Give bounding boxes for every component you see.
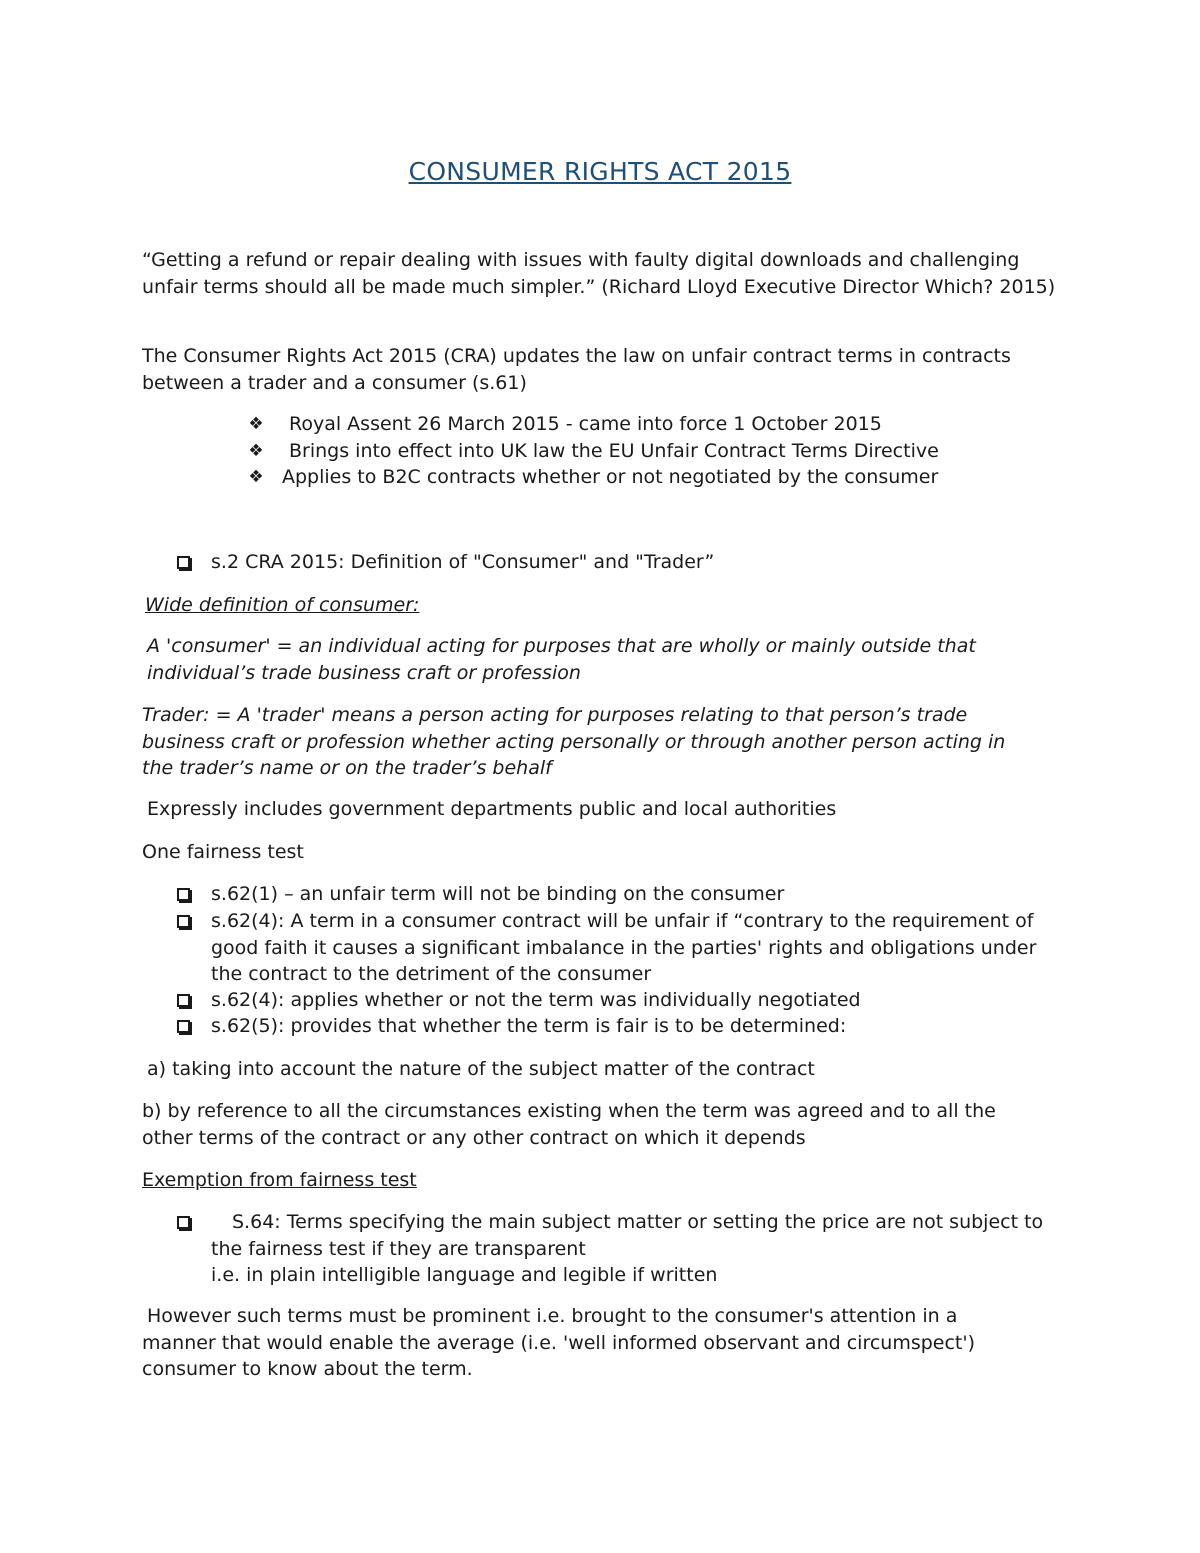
list-item-text: s.62(1) – an unfair term will not be binding on the consumer [211,883,785,905]
list-item-text: s.62(4): A term in a consumer contract will be unfair if “contrary to the requirement of good faith it causes a significant imbalance in the parties' rights and obligations under the contract to the detriment of the consumer [211,910,1037,985]
list-item-text: s.62(5): provides that whether the term is fair is to be determined: [211,1015,847,1037]
quote-paragraph: “Getting a refund or repair dealing with issues with faulty digital downloads and challenging unfair terms should all be made much simpler.” (Richard Lloyd Executive Director Which? 2015) [142,249,1056,298]
point-b: b) by reference to all the circumstances existing when the term was agreed and to all the other terms of the contract or any other contract on which it depends [142,1100,996,1149]
checkbox-bullet-icon [177,915,190,928]
list-item [0,549,1200,576]
diamond-bullet-icon: ❖ [248,467,264,487]
expressly-includes: Expressly includes government departments public and local authorities [147,798,837,820]
consumer-definition: A 'consumer' = an individual acting for purposes that are wholly or mainly outside that individual’s trade business craft or profession [147,635,976,684]
checkbox-bullet-icon [177,1020,190,1033]
diamond-bullet-icon: ❖ [248,414,264,434]
checkbox-bullet-icon [177,888,190,901]
checkbox-bullet-icon [177,994,190,1007]
trader-definition: Trader: = A 'trader' means a person acting for purposes relating to that person’s trade business craft or profession whether acting personally or through another person acting in the trader’s name or on the trader’s behalf [142,704,1006,779]
list-item [0,411,1200,438]
list-item-text: Brings into effect into UK law the EU Unfair Contract Terms Directive [289,440,939,462]
list-item [0,438,1200,465]
list-item-text: Royal Assent 26 March 2015 - came into force 1 October 2015 [289,413,882,435]
list-item [0,464,1200,491]
exemption-heading: Exemption from fairness test [142,1169,417,1191]
list-item-text: s.62(4): applies whether or not the term was individually negotiated [211,989,861,1011]
diamond-bullet-icon: ❖ [248,441,264,461]
point-a: a) taking into account the nature of the subject matter of the contract [147,1058,815,1080]
wide-definition-heading: Wide definition of consumer: [145,594,420,616]
intro-paragraph: The Consumer Rights Act 2015 (CRA) updates the law on unfair contract terms in contracts between a trader and a consumer (s.61) [142,345,1011,394]
list-item-text: s.2 CRA 2015: Definition of "Consumer" and "Trader” [211,551,715,573]
list-item [0,987,1200,1014]
list-item-text: S.64: Terms specifying the main subject matter or setting the price are not subject to the fairness test if they are transparent [211,1211,1044,1260]
list-item [0,1209,1200,1289]
list-item [0,1013,1200,1040]
checkbox-bullet-icon [177,1216,190,1229]
however-paragraph: However such terms must be prominent i.e. brought to the consumer's attention in a manner that would enable the average (i.e. 'well informed observant and circumspect') consumer to know about the term. [142,1305,976,1380]
list-item [0,881,1200,908]
list-item [0,908,1200,988]
list-item-note: i.e. in plain intelligible language and legible if written [211,1264,718,1286]
list-item-text: Applies to B2C contracts whether or not negotiated by the consumer [282,466,939,488]
checkbox-bullet-icon [177,556,190,569]
fairness-heading: One fairness test [142,841,304,863]
page-title: CONSUMER RIGHTS ACT 2015 [408,157,792,186]
